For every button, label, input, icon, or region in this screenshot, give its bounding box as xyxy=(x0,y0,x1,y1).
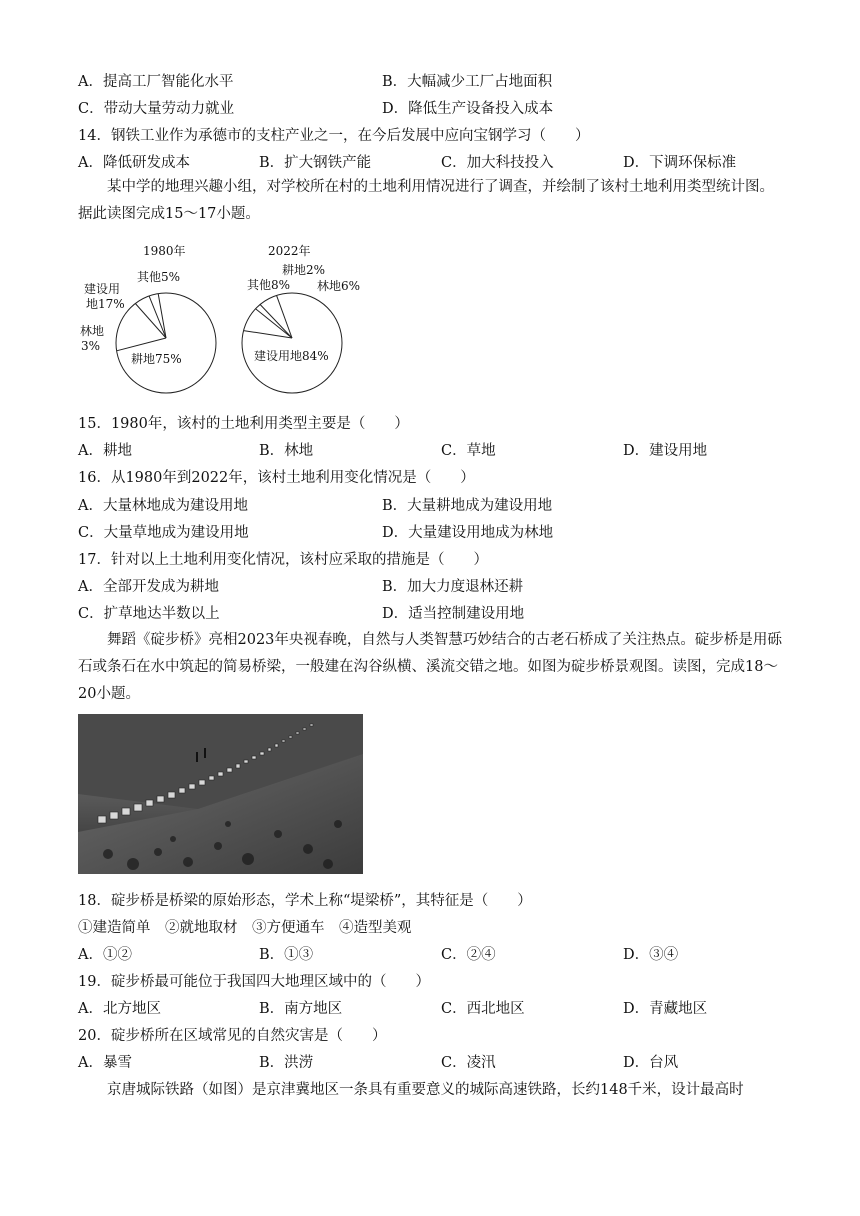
pie-outline xyxy=(116,293,216,393)
intro-15-17: 某中学的地理兴趣小组，对学校所在村的土地利用情况进行了调查，并绘制了该村土地利用类型统计图。据此读图完成15～17小题。 xyxy=(78,179,774,222)
label-2022-build: 建设用地84% xyxy=(254,349,329,363)
q15-option-d: D．建设用地 xyxy=(623,443,708,459)
q19-stem: 19．碇步桥最可能位于我国四大地理区域中的（ ） xyxy=(78,974,430,990)
q16-stem: 16．从1980年到2022年，该村土地利用变化情况是（ ） xyxy=(78,470,475,486)
q17-option-d: D．适当控制建设用地 xyxy=(382,606,525,622)
q16-option-d: D．大量建设用地成为林地 xyxy=(382,525,554,541)
label-1980-forest-b: 3% xyxy=(81,339,101,353)
q16-option-c: C．大量草地成为建设用地 xyxy=(78,525,249,541)
q20-option-c: C．凌汛 xyxy=(441,1055,496,1071)
q20-stem: 20．碇步桥所在区域常见的自然灾害是（ ） xyxy=(78,1028,387,1044)
q18-stem: 18．碇步桥是桥梁的原始形态，学术上称“堤梁桥”，其特征是（ ） xyxy=(78,893,532,909)
q20-option-d: D．台风 xyxy=(623,1055,679,1071)
q13-option-d: D．降低生产设备投入成本 xyxy=(382,101,554,117)
q15-stem: 15．1980年，该村的土地利用类型主要是（ ） xyxy=(78,416,409,432)
q14-option-a: A．降低研发成本 xyxy=(78,155,190,171)
label-1980-forest-a: 林地 xyxy=(80,324,105,338)
q18-items: ①建造简单 ②就地取材 ③方便通车 ④造型美观 xyxy=(78,920,412,936)
q16-option-b: B．大量耕地成为建设用地 xyxy=(382,498,553,514)
land-use-pie-charts xyxy=(78,238,378,403)
q13-option-c: C．带动大量劳动力就业 xyxy=(78,101,235,117)
q15-option-a: A．耕地 xyxy=(78,443,132,459)
q15-option-c: C．草地 xyxy=(441,443,496,459)
label-2022-farm: 耕地2% xyxy=(282,263,326,277)
q18-option-d: D．③④ xyxy=(623,947,679,963)
q19-option-c: C．西北地区 xyxy=(441,1001,525,1017)
q19-option-b: B．南方地区 xyxy=(259,1001,343,1017)
pie-outline xyxy=(242,293,342,393)
label-1980-other: 其他5% xyxy=(137,270,181,284)
q18-option-c: C．②④ xyxy=(441,947,496,963)
intro-next: 京唐城际铁路（如图）是京津冀地区一条具有重要意义的城际高速铁路，长约148千米，设计最高时 xyxy=(107,1082,744,1098)
q14-option-d: D．下调环保标准 xyxy=(623,155,737,171)
q14-option-b: B．扩大钢铁产能 xyxy=(259,155,372,171)
q18-option-b: B．①③ xyxy=(259,947,314,963)
q19-option-d: D．青藏地区 xyxy=(623,1001,708,1017)
q17-option-a: A．全部开发成为耕地 xyxy=(78,579,219,595)
q13-option-a: A．提高工厂智能化水平 xyxy=(78,74,234,90)
label-1980-build-a: 建设用 xyxy=(84,282,121,296)
q15-option-b: B．林地 xyxy=(259,443,314,459)
q17-option-c: C．扩草地达半数以上 xyxy=(78,606,220,622)
q16-option-a: A．大量林地成为建设用地 xyxy=(78,498,248,514)
chart-title-1980: 1980年 xyxy=(143,244,186,258)
pie-chart-2022 xyxy=(242,293,342,393)
intro-18-20: 舞蹈《碇步桥》亮相2023年央视春晚，自然与人类智慧巧妙结合的古老石桥成了关注热点。碇步桥是用砾石或条石在水中筑起的简易桥梁，一般建在沟谷纵横、溪流交错之地。如图为碇步桥景观图。读图，完成18～20小题。 xyxy=(78,632,782,702)
q19-option-a: A．北方地区 xyxy=(78,1001,161,1017)
stepping-stone-bridge-photo xyxy=(78,714,363,874)
pie-chart-1980 xyxy=(116,293,216,393)
chart-title-2022: 2022年 xyxy=(268,244,311,258)
q17-option-b: B．加大力度退林还耕 xyxy=(382,579,524,595)
q17-stem: 17．针对以上土地利用变化情况，该村应采取的措施是（ ） xyxy=(78,552,488,568)
q14-option-c: C．加大科技投入 xyxy=(441,155,554,171)
label-1980-farm: 耕地75% xyxy=(131,352,182,366)
q20-option-b: B．洪涝 xyxy=(259,1055,314,1071)
q18-option-a: A．①② xyxy=(78,947,132,963)
q14-stem: 14．钢铁工业作为承德市的支柱产业之一，在今后发展中应向宝钢学习（ ） xyxy=(78,128,590,144)
label-1980-build-b: 地17% xyxy=(86,297,125,311)
label-2022-forest: 林地6% xyxy=(317,279,361,293)
label-2022-other: 其他8% xyxy=(247,278,291,292)
q20-option-a: A．暴雪 xyxy=(78,1055,132,1071)
q13-option-b: B．大幅减少工厂占地面积 xyxy=(382,74,553,90)
